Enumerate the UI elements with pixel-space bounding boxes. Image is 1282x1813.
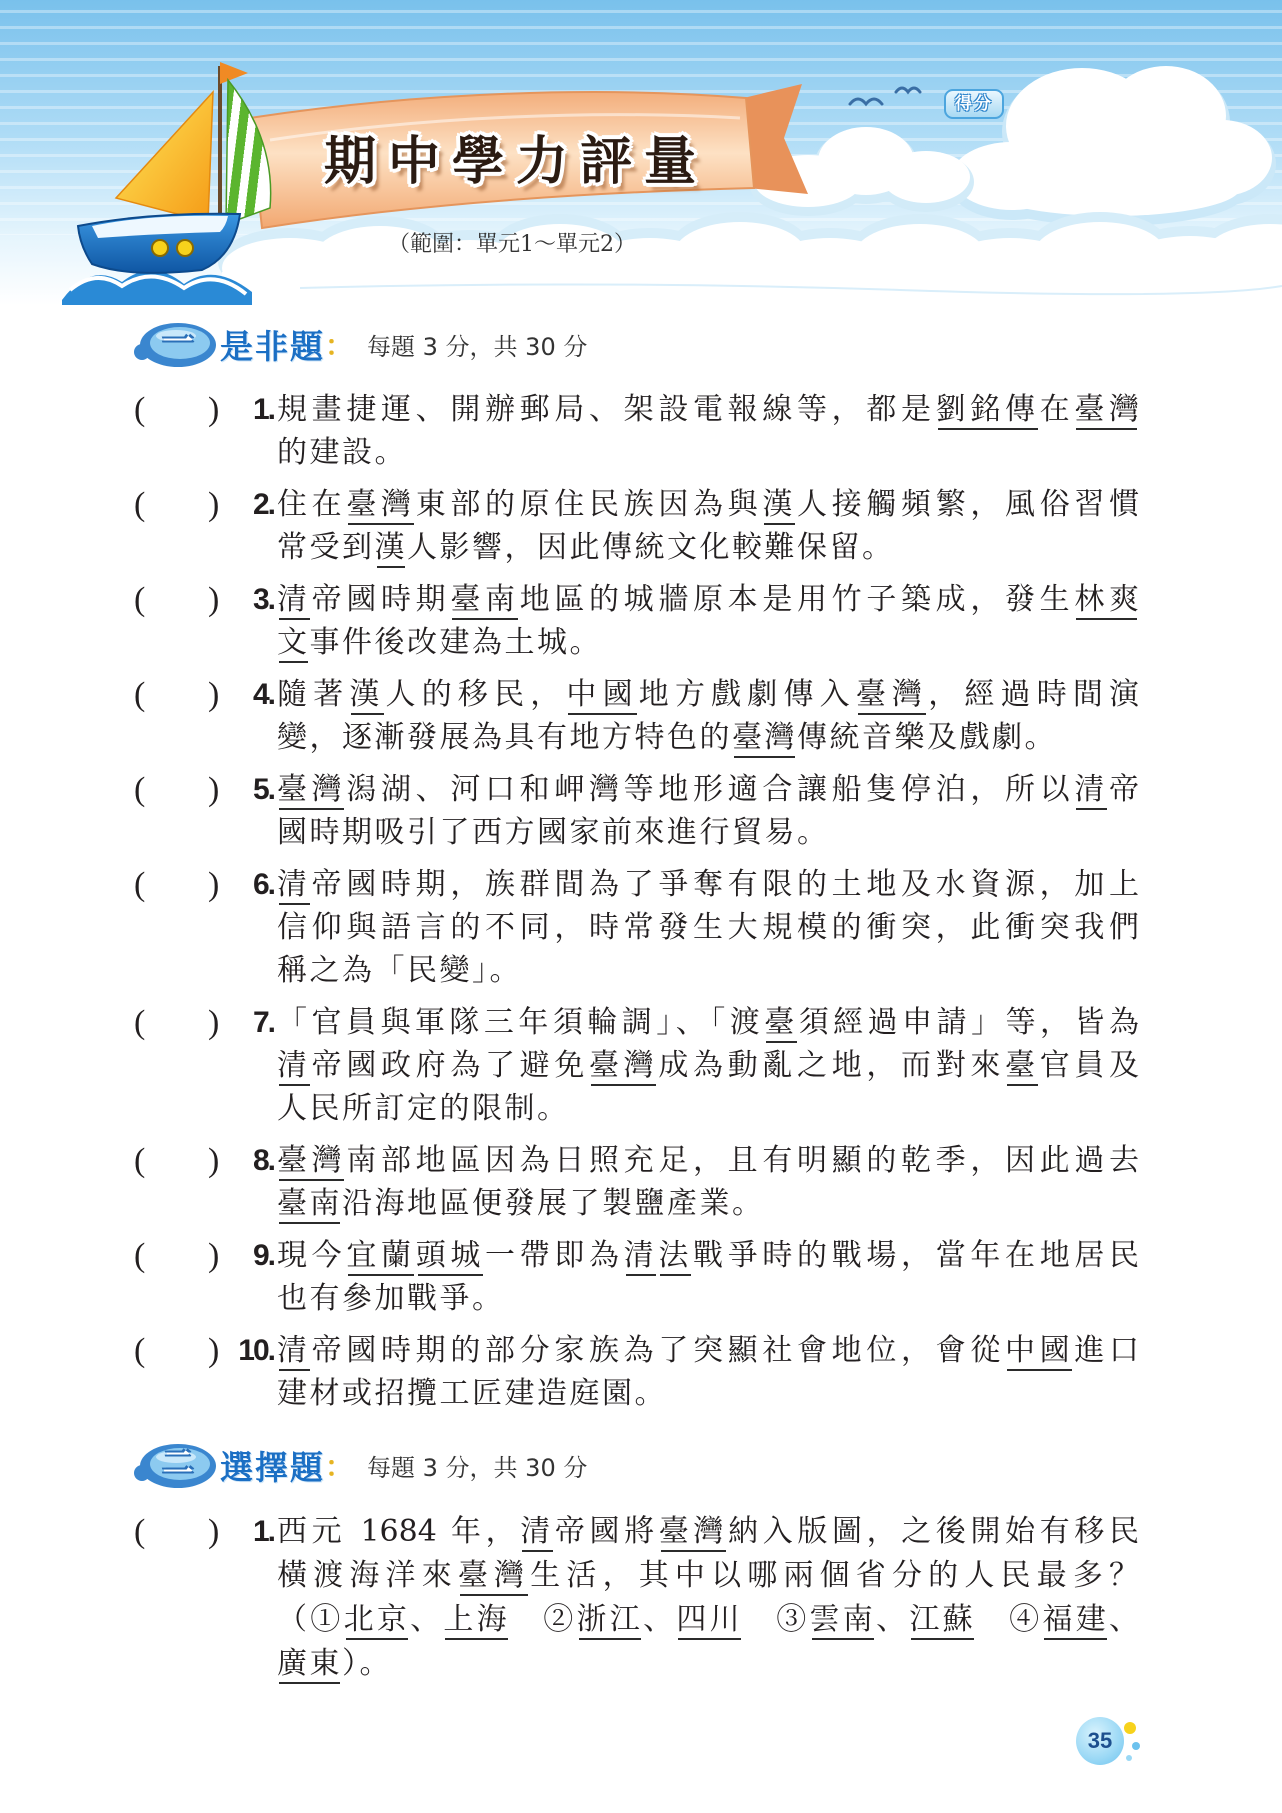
question-text: 信仰與語言的不同，時常發生大規模的衝突，此衝突我們	[277, 910, 1139, 945]
proper-noun-underlined: 臺灣	[589, 1048, 659, 1083]
question-line	[277, 1277, 1139, 1320]
question-text: 的建設。	[277, 435, 407, 470]
question-text: 官員及	[1039, 1048, 1140, 1083]
question-line	[277, 673, 1139, 716]
question-line	[277, 1182, 1139, 1225]
question-item	[0, 1329, 1282, 1415]
question-number: 4.	[252, 678, 274, 711]
question-line	[277, 811, 1139, 854]
proper-noun-underlined: 臺灣	[732, 720, 797, 755]
question-text: 納入版圖，之後開始有移民	[728, 1514, 1140, 1549]
question-text: 東部的原住民族因為與	[415, 487, 763, 522]
question-number: 6.	[252, 868, 274, 901]
question-text: 傳統音樂及戲劇。	[797, 720, 1057, 755]
question-line	[277, 906, 1139, 949]
question-text-block	[277, 1234, 1139, 1320]
question-number: 2.	[252, 488, 274, 521]
answer-blank	[152, 863, 206, 906]
question-text: 潟湖、河口和岬灣等地形適合讓船隻停泊，所以	[346, 772, 1075, 807]
question-number: 7.	[252, 1006, 274, 1039]
question-item	[0, 1139, 1282, 1225]
question-text-block	[277, 1139, 1139, 1225]
question-text: 沿海地區便發展了製鹽產業。	[342, 1186, 765, 1221]
proper-noun-underlined: 廣東	[277, 1646, 342, 1681]
answer-blank	[152, 1510, 206, 1553]
question-text: 帝國時期	[311, 582, 451, 617]
question-item	[0, 863, 1282, 992]
question-line	[277, 388, 1139, 431]
question-text: ）。	[342, 1646, 392, 1681]
question-number: 3.	[252, 583, 274, 616]
proper-noun-underlined: 江蘇	[909, 1602, 976, 1637]
cloud-band	[218, 212, 1282, 305]
section-badge	[132, 320, 218, 370]
proper-noun-underlined: 漢	[762, 487, 798, 522]
proper-noun-underlined: 清	[623, 1238, 659, 1273]
proper-noun-underlined: 臺灣	[457, 1558, 531, 1593]
proper-noun-underlined: 劉銘傳	[935, 392, 1040, 427]
section-header	[220, 1441, 587, 1489]
question-line	[277, 483, 1139, 526]
answer-paren-open: (	[134, 866, 146, 903]
question-text-block	[277, 578, 1139, 664]
question-text: 也有參加戰爭。	[277, 1281, 505, 1316]
proper-noun-underlined: 北京	[343, 1602, 411, 1637]
answer-blank	[152, 578, 206, 621]
question-text: 住在	[277, 487, 347, 522]
question-text: 常受到	[277, 530, 375, 565]
question-text: 南部地區因為日照充足，且有明顯的乾季，因此過去	[346, 1143, 1140, 1178]
proper-noun-underlined: 上海	[443, 1602, 510, 1637]
answer-paren-open: (	[134, 1237, 146, 1274]
answer-paren-open: (	[134, 1004, 146, 1041]
section-title: 選擇題	[220, 1447, 325, 1487]
question-text: 進口	[1074, 1333, 1140, 1368]
question-item	[0, 673, 1282, 759]
proper-noun-underlined: 臺灣	[346, 487, 416, 522]
answer-blank	[152, 768, 206, 811]
question-text: 、	[876, 1602, 910, 1637]
question-number: 9.	[252, 1239, 274, 1272]
question-text: 成為動亂之地，而對來	[658, 1048, 1006, 1083]
question-text-block	[277, 768, 1139, 854]
proper-noun-underlined: 臺	[764, 1005, 799, 1040]
question-text: 建材或招攬工匠建造庭園。	[277, 1376, 667, 1411]
question-line	[277, 716, 1139, 759]
question-line	[277, 578, 1139, 621]
question-text: 人接觸頻繁，風俗習慣	[797, 487, 1140, 522]
question-text-block	[277, 1510, 1139, 1686]
question-item	[0, 768, 1282, 854]
question-line	[277, 1554, 1139, 1598]
question-line	[277, 1642, 1139, 1686]
proper-noun-underlined: 清	[277, 867, 312, 902]
proper-noun-underlined: 臺灣	[277, 772, 347, 807]
proper-noun-underlined: 清	[277, 1048, 312, 1083]
true-false-question-list	[0, 388, 1282, 1424]
proper-noun-underlined: 臺南	[277, 1186, 342, 1221]
answer-blank	[152, 1001, 206, 1044]
answer-blank	[152, 1329, 206, 1372]
proper-noun-underlined: 雲南	[809, 1602, 877, 1637]
proper-noun-underlined: 林爽	[1074, 582, 1140, 617]
answer-paren-open: (	[134, 676, 146, 713]
answer-paren-open: (	[134, 1332, 146, 1369]
question-text: 須經過申請」等，皆為	[798, 1005, 1140, 1040]
proper-noun-underlined: 福建	[1042, 1602, 1110, 1637]
page-number: 35	[1076, 1717, 1124, 1765]
question-text: 人的移民，	[385, 677, 567, 712]
proper-noun-underlined: 文	[277, 625, 310, 660]
proper-noun-underlined: 法	[658, 1238, 694, 1273]
answer-paren-close: )	[208, 1513, 220, 1550]
answer-blank	[152, 388, 206, 431]
question-line	[277, 1372, 1139, 1415]
question-text-block	[277, 1329, 1139, 1415]
proper-noun-underlined: 臺灣	[277, 1143, 347, 1178]
question-text-block	[277, 388, 1139, 474]
question-item	[0, 578, 1282, 664]
question-line	[277, 1001, 1139, 1044]
section-badge	[132, 1441, 218, 1491]
question-text: 帝	[1109, 772, 1140, 807]
question-text-block	[277, 483, 1139, 569]
question-text: ③	[742, 1602, 810, 1637]
question-text: 西元 1684 年，	[277, 1514, 521, 1549]
question-item	[0, 1234, 1282, 1320]
question-line	[277, 949, 1139, 992]
proper-noun-underlined: 清	[277, 1333, 312, 1368]
proper-noun-underlined: 中國	[566, 677, 639, 712]
question-text: 變，逐漸發展為具有地方特色的	[277, 720, 732, 755]
answer-paren-close: )	[208, 1142, 220, 1179]
answer-paren-close: )	[208, 1237, 220, 1274]
proper-noun-underlined: 臺灣	[855, 677, 929, 712]
section-header	[220, 320, 587, 368]
score-label: 得分	[944, 89, 1004, 119]
question-text: （①	[277, 1602, 344, 1637]
proper-noun-underlined: 臺	[1005, 1048, 1040, 1083]
section-colon: ：	[325, 329, 354, 362]
answer-paren-open: (	[134, 486, 146, 523]
question-number: 8.	[252, 1144, 274, 1177]
decoration-dot	[1126, 1755, 1132, 1761]
question-text: 規畫捷運、開辦郵局、架設電報線等，都是	[277, 392, 936, 427]
answer-paren-open: (	[134, 771, 146, 808]
question-line	[277, 1234, 1139, 1277]
question-text: 、	[410, 1602, 444, 1637]
question-number: 10.	[238, 1334, 274, 1367]
question-line	[277, 526, 1139, 569]
question-text: 地方戲劇傳入	[638, 677, 856, 712]
question-text-block	[277, 863, 1139, 992]
proper-noun-underlined: 清	[277, 582, 312, 617]
question-line	[277, 1087, 1139, 1130]
question-text: 人影響，因此傳統文化較難保留。	[407, 530, 895, 565]
question-number: 5.	[252, 773, 274, 806]
question-text: 帝國時期，族群間為了爭奪有限的土地及水資源，加上	[311, 867, 1140, 902]
question-text: 帝國將	[554, 1514, 659, 1549]
question-number: 1.	[252, 393, 274, 426]
proper-noun-underlined: 臺灣	[1074, 392, 1140, 427]
answer-paren-open: (	[134, 581, 146, 618]
question-line	[277, 768, 1139, 811]
answer-paren-close: )	[208, 676, 220, 713]
decoration-dot	[1124, 1722, 1136, 1734]
proper-noun-underlined: 清	[520, 1514, 555, 1549]
exam-range: （範圍：單元1～單元2）	[388, 232, 636, 257]
answer-paren-close: )	[208, 486, 220, 523]
proper-noun-underlined: 中國	[1005, 1333, 1075, 1368]
question-item	[0, 483, 1282, 569]
question-line	[277, 1510, 1139, 1554]
answer-blank	[152, 483, 206, 526]
section-colon: ：	[325, 1450, 354, 1483]
question-line	[277, 1598, 1139, 1642]
proper-noun-underlined: 漢	[349, 677, 386, 712]
answer-paren-close: )	[208, 581, 220, 618]
question-text: 生活，其中以哪兩個省分的人民最多？	[530, 1558, 1140, 1593]
question-text: ④	[975, 1602, 1043, 1637]
proper-noun-underlined: 頭城	[415, 1238, 486, 1273]
question-item	[0, 1001, 1282, 1130]
page-title: 期中學力評量	[323, 132, 708, 192]
question-text: 稱之為「民變」。	[277, 953, 522, 988]
answer-blank	[152, 673, 206, 716]
multiple-choice-question-list	[0, 1510, 1282, 1695]
question-text: 一帶即為	[485, 1238, 624, 1273]
question-line	[277, 431, 1139, 474]
question-text: 事件後改建為土城。	[309, 625, 602, 660]
question-text-block	[277, 673, 1139, 759]
question-text: ②	[509, 1602, 577, 1637]
proper-noun-underlined: 清	[1074, 772, 1110, 807]
question-text: 、	[1109, 1602, 1140, 1637]
section-title: 是非題	[220, 326, 325, 366]
question-text-block	[277, 1001, 1139, 1130]
answer-blank	[152, 1234, 206, 1277]
answer-paren-close: )	[208, 1332, 220, 1369]
section-number: 一	[163, 325, 193, 360]
question-text: 戰爭時的戰場，當年在地居民	[693, 1238, 1140, 1273]
answer-paren-open: (	[134, 391, 146, 428]
answer-paren-close: )	[208, 1004, 220, 1041]
question-text: 地區的城牆原本是用竹子築成，發生	[519, 582, 1075, 617]
answer-blank	[152, 1139, 206, 1182]
proper-noun-underlined: 四川	[676, 1602, 743, 1637]
question-text: 「官員與軍隊三年須輪調」、「渡	[277, 1005, 765, 1040]
proper-noun-underlined: 宜蘭	[346, 1238, 416, 1273]
question-text: 隨著	[277, 677, 350, 712]
answer-paren-close: )	[208, 866, 220, 903]
section-scoring: 每題 3 分，共 30 分	[367, 1453, 588, 1482]
question-text: 、	[643, 1602, 677, 1637]
question-text: 帝國政府為了避免	[311, 1048, 590, 1083]
proper-noun-underlined: 臺南	[450, 582, 520, 617]
question-item	[0, 388, 1282, 474]
decoration-dot	[1132, 1742, 1140, 1750]
question-text: 國時期吸引了西方國家前來進行貿易。	[277, 815, 830, 850]
answer-paren-open: (	[134, 1142, 146, 1179]
proper-noun-underlined: 浙江	[576, 1602, 644, 1637]
proper-noun-underlined: 臺灣	[658, 1514, 729, 1549]
question-line	[277, 863, 1139, 906]
answer-paren-close: )	[208, 391, 220, 428]
proper-noun-underlined: 漢	[374, 530, 407, 565]
question-line	[277, 621, 1139, 664]
answer-paren-open: (	[134, 1513, 146, 1550]
question-text: ，經過時間演	[928, 677, 1140, 712]
section-scoring: 每題 3 分，共 30 分	[367, 332, 588, 361]
question-item	[0, 1510, 1282, 1686]
question-text: 現今	[277, 1238, 347, 1273]
question-line	[277, 1139, 1139, 1182]
question-text: 在	[1039, 392, 1075, 427]
question-text: 帝國時期的部分家族為了突顯社會地位，會從	[311, 1333, 1006, 1368]
question-line	[277, 1329, 1139, 1372]
question-text: 橫渡海洋來	[277, 1558, 458, 1593]
answer-paren-close: )	[208, 771, 220, 808]
section-number: 二	[163, 1446, 193, 1481]
question-line	[277, 1044, 1139, 1087]
question-text: 人民所訂定的限制。	[277, 1091, 570, 1126]
question-number: 1.	[252, 1515, 274, 1548]
